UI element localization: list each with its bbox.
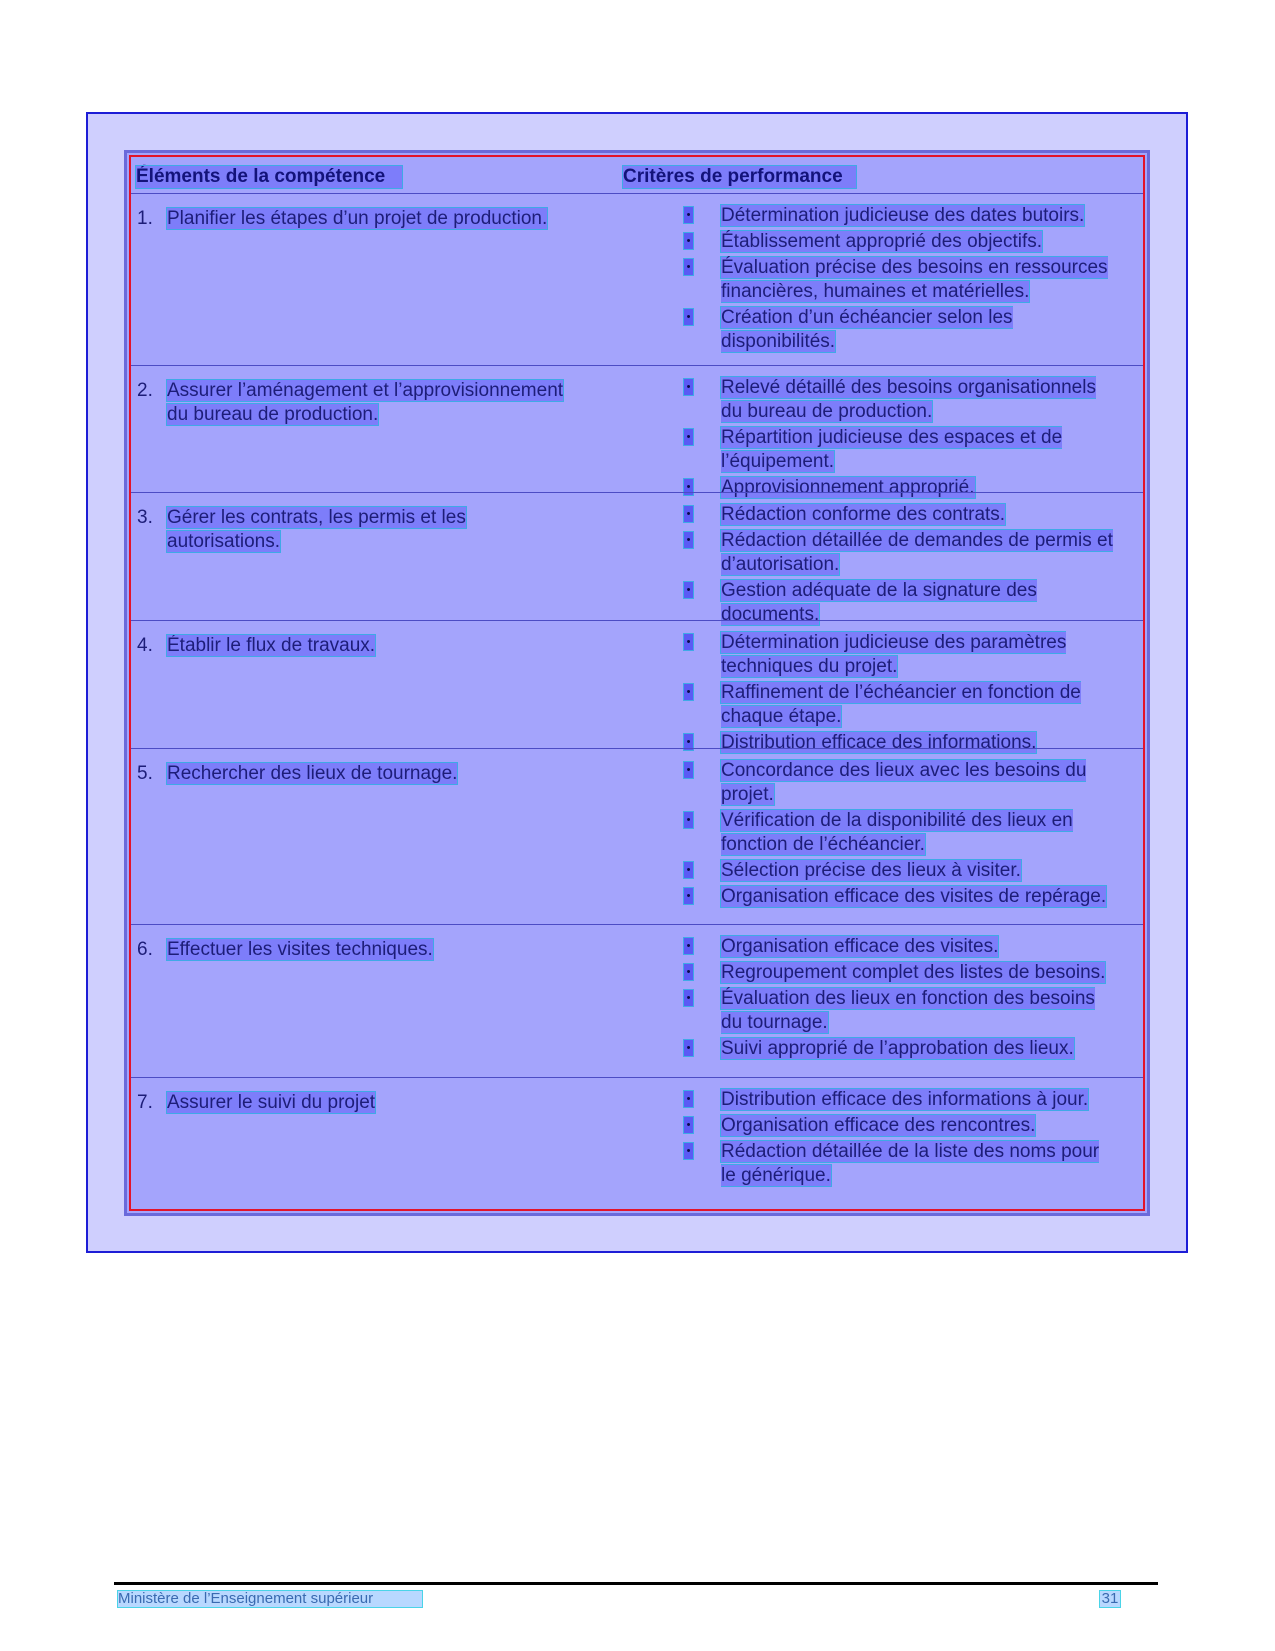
- element-text: Effectuer les visites techniques.: [167, 939, 433, 960]
- bullet-icon: •: [684, 429, 693, 445]
- criteria-text: Gestion adéquate de la signature des documents.: [721, 580, 1037, 625]
- table-row: [131, 193, 1143, 366]
- criteria-text: Organisation efficace des visites.: [721, 936, 999, 957]
- element-number: 1.: [137, 208, 153, 229]
- criteria-item: [684, 885, 1114, 909]
- criteria-item: [684, 529, 1114, 577]
- criteria-item: [684, 809, 1114, 857]
- criteria-list: [684, 204, 1114, 356]
- criteria-item: [684, 1088, 1114, 1112]
- criteria-item: [684, 631, 1114, 679]
- bullet-icon: •: [684, 888, 693, 904]
- element-cell: [137, 506, 657, 554]
- footer-ministry: Ministère de l’Enseignement supérieur: [118, 1591, 422, 1607]
- element-text: Établir le flux de travaux.: [167, 635, 376, 656]
- header-elements: Éléments de la compétence: [136, 166, 402, 188]
- footer-divider: [114, 1582, 1158, 1585]
- element-number: 6.: [137, 939, 153, 960]
- bullet-icon: •: [684, 582, 693, 598]
- criteria-text: Organisation efficace des rencontres.: [721, 1115, 1036, 1136]
- competence-table: [124, 150, 1150, 1216]
- criteria-text: Vérification de la disponibilité des lieux en fonction de l’échéancier.: [721, 810, 1073, 855]
- element-number: 5.: [137, 763, 153, 784]
- criteria-text: Sélection précise des lieux à visiter.: [721, 860, 1021, 881]
- element-text: Assurer le suivi du projet: [167, 1092, 376, 1113]
- element-cell: [137, 634, 657, 658]
- table-row: [131, 365, 1143, 498]
- element-text-line: [137, 762, 657, 786]
- competence-table-inner: [129, 155, 1145, 1211]
- header-criteria: Critères de performance: [623, 166, 856, 188]
- criteria-text: Rédaction détaillée de demandes de permis et d’autorisation.: [721, 530, 1113, 575]
- bullet-icon: •: [684, 1143, 693, 1159]
- element-text: autorisations.: [167, 531, 281, 552]
- element-text-line: [137, 530, 657, 554]
- criteria-text: Détermination judicieuse des paramètres techniques du projet.: [721, 632, 1067, 677]
- criteria-text: Évaluation précise des besoins en ressources financières, humaines et matérielles.: [721, 257, 1108, 302]
- bullet-icon: •: [684, 506, 693, 522]
- element-text: du bureau de production.: [167, 404, 379, 425]
- criteria-text: Rédaction détaillée de la liste des noms pour le générique.: [721, 1141, 1100, 1186]
- criteria-text: Organisation efficace des visites de repérage.: [721, 886, 1107, 907]
- criteria-item: [684, 426, 1114, 474]
- bullet-icon: •: [684, 762, 693, 778]
- criteria-list: [684, 631, 1114, 757]
- criteria-text: Regroupement complet des listes de besoins.: [721, 962, 1106, 983]
- criteria-item: [684, 987, 1114, 1035]
- criteria-item: [684, 503, 1114, 527]
- table-row: [131, 492, 1143, 625]
- criteria-list: [684, 759, 1114, 911]
- criteria-text: Approvisionnement approprié.: [721, 477, 975, 498]
- criteria-text: Établissement approprié des objectifs.: [721, 231, 1043, 252]
- element-cell: [137, 938, 657, 962]
- element-text-line: [137, 207, 657, 231]
- element-cell: [137, 762, 657, 786]
- criteria-list: [684, 376, 1114, 502]
- criteria-list: [684, 1088, 1114, 1190]
- criteria-list: [684, 503, 1114, 629]
- criteria-text: Création d’un échéancier selon les disponibilités.: [721, 307, 1013, 352]
- bullet-icon: •: [684, 1117, 693, 1133]
- bullet-icon: •: [684, 684, 693, 700]
- bullet-icon: •: [684, 309, 693, 325]
- criteria-item: [684, 376, 1114, 424]
- table-header-row: [131, 157, 1143, 193]
- criteria-item: [684, 204, 1114, 228]
- criteria-item: [684, 859, 1114, 883]
- bullet-icon: •: [684, 990, 693, 1006]
- bullet-icon: •: [684, 862, 693, 878]
- bullet-icon: •: [684, 938, 693, 954]
- criteria-item: [684, 935, 1114, 959]
- criteria-text: Concordance des lieux avec les besoins du projet.: [721, 760, 1087, 805]
- bullet-icon: •: [684, 207, 693, 223]
- bullet-icon: •: [684, 634, 693, 650]
- criteria-text: Évaluation des lieux en fonction des besoins du tournage.: [721, 988, 1095, 1033]
- criteria-text: Distribution efficace des informations.: [721, 732, 1037, 753]
- bullet-icon: •: [684, 1091, 693, 1107]
- element-text: Rechercher des lieux de tournage.: [167, 763, 458, 784]
- element-text-line: [137, 938, 657, 962]
- element-cell: [137, 1091, 657, 1115]
- criteria-text: Rédaction conforme des contrats.: [721, 504, 1006, 525]
- element-number: 4.: [137, 635, 153, 656]
- bullet-icon: •: [684, 379, 693, 395]
- table-row: [131, 748, 1143, 925]
- bullet-icon: •: [684, 479, 693, 495]
- criteria-item: [684, 961, 1114, 985]
- criteria-text: Suivi approprié de l’approbation des lieux.: [721, 1038, 1074, 1059]
- criteria-item: [684, 230, 1114, 254]
- bullet-icon: •: [684, 964, 693, 980]
- criteria-item: [684, 306, 1114, 354]
- element-text-line: [137, 506, 657, 530]
- criteria-item: [684, 759, 1114, 807]
- bullet-icon: •: [684, 734, 693, 750]
- element-text-line: [137, 1091, 657, 1115]
- bullet-icon: •: [684, 532, 693, 548]
- criteria-item: [684, 1140, 1114, 1188]
- criteria-item: [684, 1037, 1114, 1061]
- element-text-line: [137, 634, 657, 658]
- criteria-text: Distribution efficace des informations à jour.: [721, 1089, 1089, 1110]
- element-text-line: [137, 403, 657, 427]
- criteria-text: Détermination judicieuse des dates butoirs.: [721, 205, 1085, 226]
- element-text: Planifier les étapes d’un projet de production.: [167, 208, 548, 229]
- element-text: Assurer l’aménagement et l’approvisionnement: [167, 380, 564, 401]
- criteria-text: Relevé détaillé des besoins organisationnels du bureau de production.: [721, 377, 1096, 422]
- criteria-text: Répartition judicieuse des espaces et de l’équipement.: [721, 427, 1063, 472]
- element-number: 3.: [137, 507, 153, 528]
- criteria-item: [684, 1114, 1114, 1138]
- bullet-icon: •: [684, 233, 693, 249]
- element-number: 7.: [137, 1092, 153, 1113]
- element-cell: [137, 379, 657, 427]
- criteria-list: [684, 935, 1114, 1063]
- table-row: [131, 924, 1143, 1078]
- element-cell: [137, 207, 657, 231]
- element-text: Gérer les contrats, les permis et les: [167, 507, 466, 528]
- element-number: 2.: [137, 380, 153, 401]
- bullet-icon: •: [684, 259, 693, 275]
- page-number: 31: [1101, 1590, 1119, 1607]
- table-row: [131, 1077, 1143, 1186]
- table-row: [131, 620, 1143, 753]
- element-text-line: [137, 379, 657, 403]
- criteria-item: [684, 681, 1114, 729]
- bullet-icon: •: [684, 812, 693, 828]
- criteria-item: [684, 256, 1114, 304]
- criteria-text: Raffinement de l’échéancier en fonction de chaque étape.: [721, 682, 1081, 727]
- bullet-icon: •: [684, 1040, 693, 1056]
